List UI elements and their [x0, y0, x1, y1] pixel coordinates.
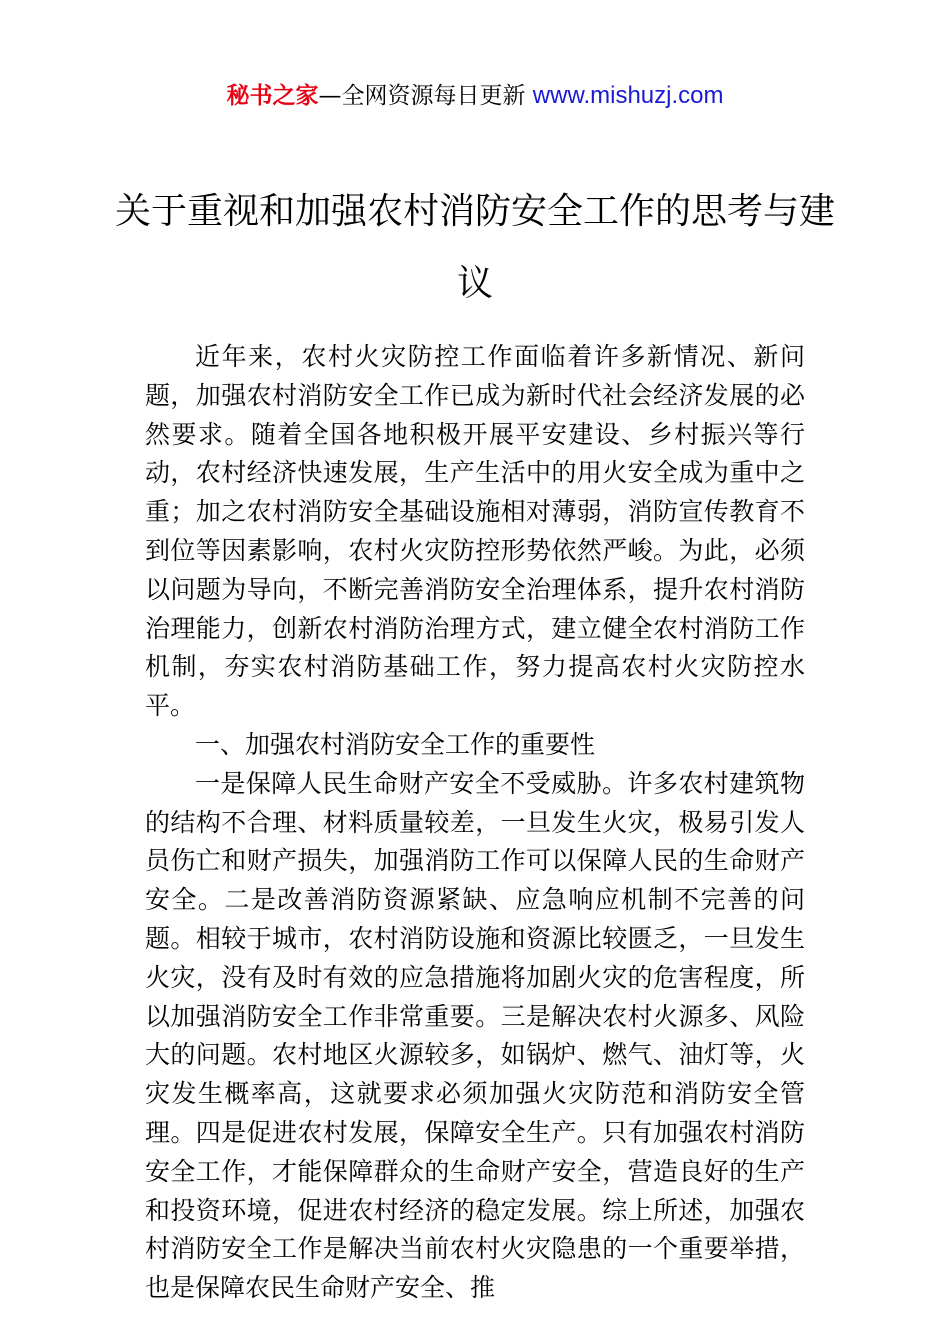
document-body	[145, 338, 805, 1308]
section-heading: 一、加强农村消防安全工作的重要性	[195, 729, 596, 759]
document-title: 关于重视和加强农村消防安全工作的思考与建议	[114, 191, 835, 304]
site-slogan: —全网资源每日更新	[318, 83, 526, 109]
site-brand: 秘书之家	[226, 83, 319, 109]
site-header	[0, 80, 950, 112]
site-url[interactable]: www.mishuzj.com	[532, 82, 724, 109]
body-paragraph: 一是保障人民生命财产安全不受威胁。许多农村建筑物的结构不合理、材料质量较差，一旦发生火灾，极易引发人员伤亡和财产损失，加强消防工作可以保障人民的生命财产安全。二是改善消防资源紧缺、应急响应机制不完善的问题。相较于城市，农村消防设施和资源比较匮乏，一旦发生火灾，没有及时有效的应急措施将加剧火灾的危害程度，所以加强消防安全工作非常重要。三是解决农村火源多、风险大的问题。农村地区火源较多，如锅炉、燃气、油灯等，火灾发生概率高，这就要求必须加强火灾防范和消防安全管理。四是促进农村发展，保障安全生产。只有加强农村消防安全工作，才能保障群众的生命财产安全，营造良好的生产和投资环境，促进农村经济的稳定发展。综上所述，加强农村消防安全工作是解决当前农村火灾隐患的一个重要举措，也是保障农民生命财产安全、推	[145, 768, 805, 1303]
intro-paragraph: 近年来，农村火灾防控工作面临着许多新情况、新问题，加强农村消防安全工作已成为新时代社会经济发展的必然要求。随着全国各地积极开展平安建设、乡村振兴等行动，农村经济快速发展，生产生活中的用火安全成为重中之重；加之农村消防安全基础设施相对薄弱，消防宣传教育不到位等因素影响，农村火灾防控形势依然严峻。为此，必须以问题为导向，不断完善消防安全治理体系，提升农村消防治理能力，创新农村消防治理方式，建立健全农村消防工作机制，夯实农村消防基础工作，努力提高农村火灾防控水平。	[145, 342, 805, 721]
